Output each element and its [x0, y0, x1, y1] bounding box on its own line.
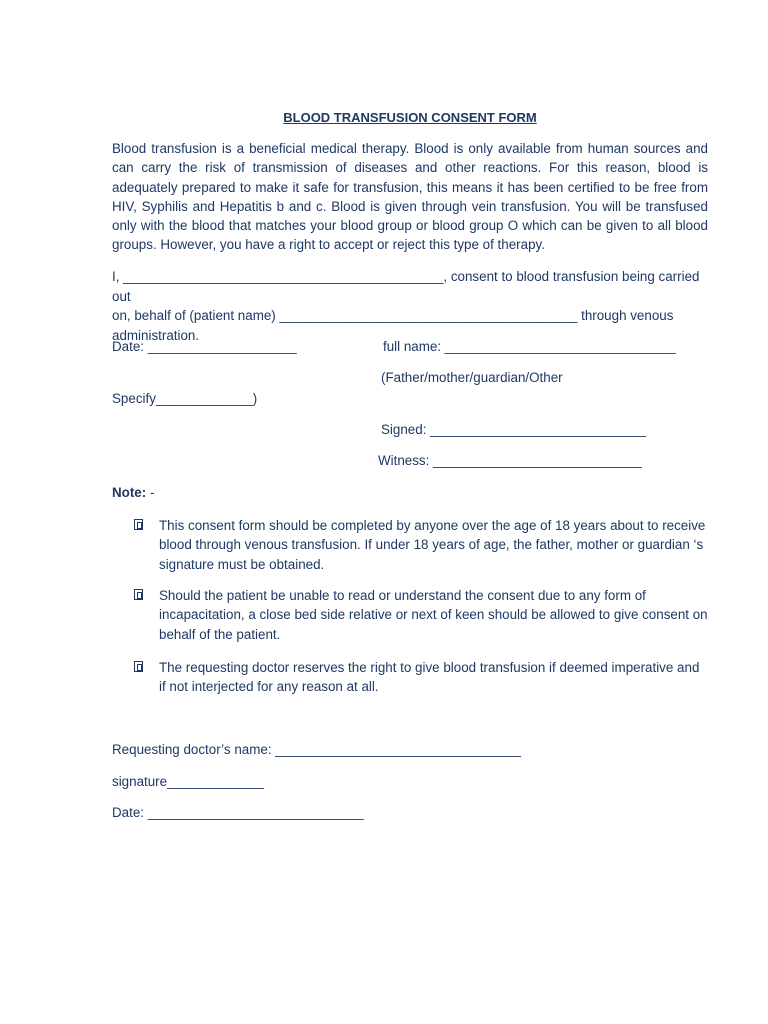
note-label: Note:: [112, 485, 147, 500]
full-name-field[interactable]: full name: _______________________________: [383, 339, 676, 354]
doctor-date-field[interactable]: Date: _____________________________: [112, 805, 364, 820]
bullet-icon: [134, 519, 143, 530]
consent-line-3: administration.: [112, 327, 200, 343]
doctor-signature-field[interactable]: signature_____________: [112, 774, 264, 789]
note-text: The requesting doctor reserves the right to give blood transfusion if deemed imperative and if not interjected for any reason at all.: [159, 660, 700, 695]
relation-line: (Father/mother/guardian/Other: [381, 370, 563, 385]
signed-field[interactable]: Signed: _____________________________: [381, 422, 647, 437]
note-heading: [112, 483, 154, 502]
note-item: [112, 586, 708, 644]
intro-paragraph: Blood transfusion is a beneficial medical therapy. Blood is only available from human sources and can carry the risk of transmission of diseases and other reactions. For this reason, blood is adequately prepared to make it safe for transfusion, this means it has been certified to be free from HIV, Syphilis and Hepatitis b and c. Blood is given through vein transfusion. You will be transfused only with the blood that matches your blood group or blood group O which can be given to all blood groups. However, you have a right to accept or reject this type of therapy.: [112, 141, 708, 253]
consent-line-1: I, ___________________________________________, consent to blood transfusion being carried out: [112, 269, 700, 304]
bullet-icon: [134, 661, 143, 672]
specify-field[interactable]: Specify_____________): [112, 391, 258, 406]
note-item: [112, 516, 708, 574]
consent-statement: [112, 267, 708, 345]
note-text: Should the patient be unable to read or understand the consent due to any form of incapacitation, a close bed side relative or next of keen should be allowed to give consent on behalf of the patient.: [159, 588, 708, 642]
note-text: This consent form should be completed by anyone over the age of 18 years about to receive blood through venous transfusion. If under 18 years of age, the father, mother or guardian ‘s signature must be obtained.: [159, 518, 706, 572]
witness-field[interactable]: Witness: ____________________________: [378, 453, 642, 468]
consent-line-2: on, behalf of (patient name) ________________________________________ through venous: [112, 308, 674, 323]
note-item: [112, 658, 708, 697]
form-title: BLOOD TRANSFUSION CONSENT FORM: [283, 110, 537, 125]
bullet-icon: [134, 589, 143, 600]
doctor-name-field[interactable]: Requesting doctor’s name: _________________________________: [112, 742, 522, 757]
date-field[interactable]: Date: ____________________: [112, 339, 297, 354]
note-suffix: -: [146, 485, 155, 500]
